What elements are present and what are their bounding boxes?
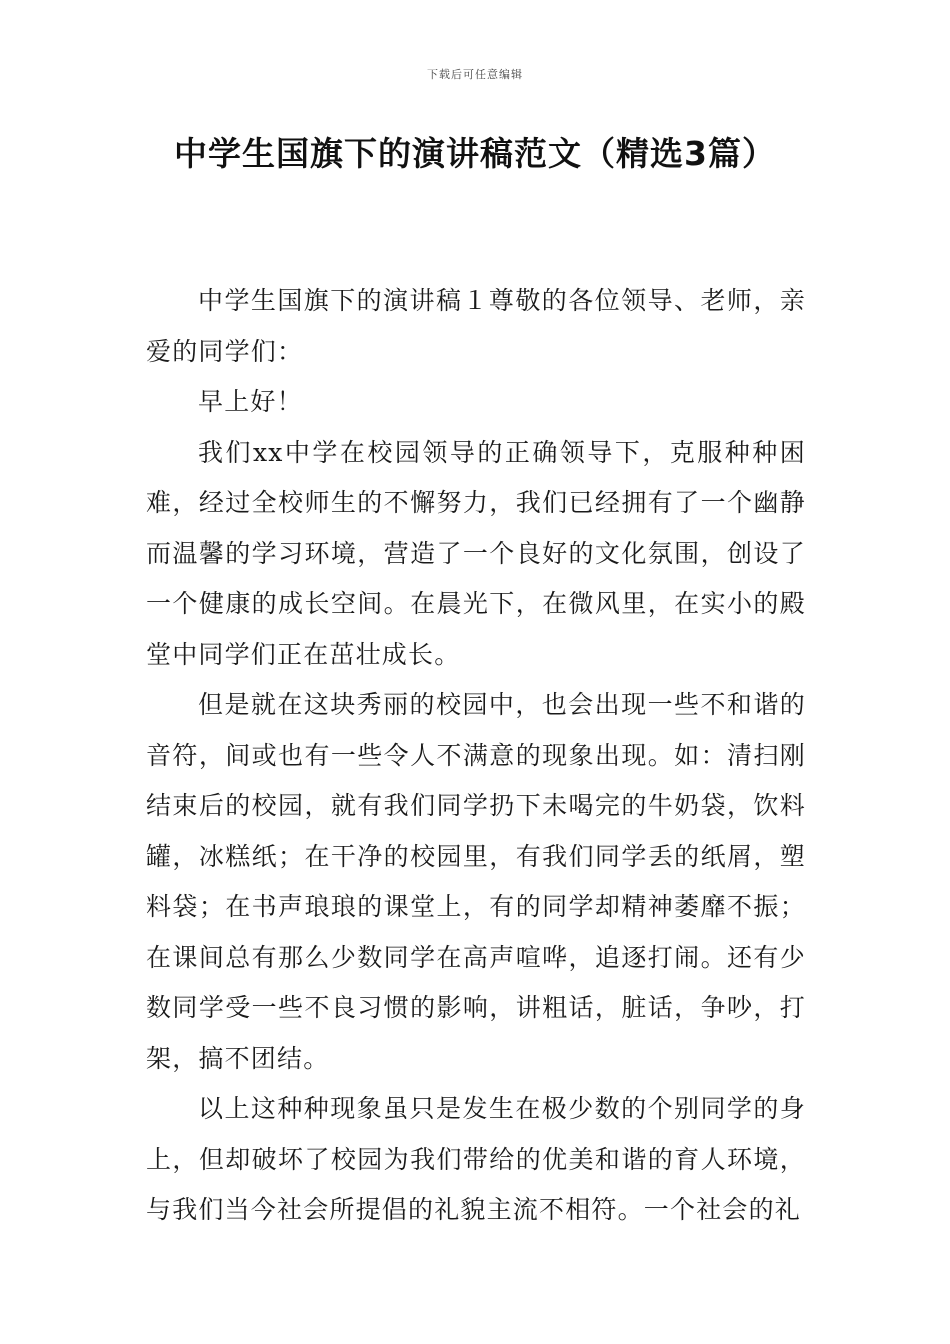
- paragraph: 中学生国旗下的演讲稿１尊敬的各位领导、老师，亲爱的同学们：: [146, 286, 806, 366]
- header-note: 下载后可任意编辑: [427, 68, 523, 81]
- paragraph: 以上这种种现象虽只是发生在极少数的个别同学的身上，但却破坏了校园为我们带给的优美和谐的育人环境，与我们当今社会所提倡的礼貌主流不相符。一个社会的礼: [146, 1094, 806, 1224]
- document-title: 中学生国旗下的演讲稿范文（精选3篇）: [174, 134, 776, 173]
- paragraph: 但是就在这块秀丽的校园中，也会出现一些不和谐的音符，间或也有一些令人不满意的现象出现。如：清扫刚结束后的校园，就有我们同学扔下未喝完的牛奶袋，饮料罐，冰糕纸；在干净的校园里，有我们同学丢的纸屑，塑料袋；在书声琅琅的课堂上，有的同学却精神萎靡不振；在课间总有那么少数同学在高声喧哗，追逐打闹。还有少数同学受一些不良习惯的影响，讲粗话，脏话，争吵，打架，搞不团结。: [146, 690, 806, 1073]
- paragraph: 早上好！: [198, 387, 303, 416]
- document-body: [146, 276, 806, 1236]
- paragraph: 我们xx中学在校园领导的正确领导下，克服种种困难，经过全校师生的不懈努力，我们已经拥有了一个幽静而温馨的学习环境，营造了一个良好的文化氛围，创设了一个健康的成长空间。在晨光下，在微风里，在实小的殿堂中同学们正在茁壮成长。: [146, 437, 806, 669]
